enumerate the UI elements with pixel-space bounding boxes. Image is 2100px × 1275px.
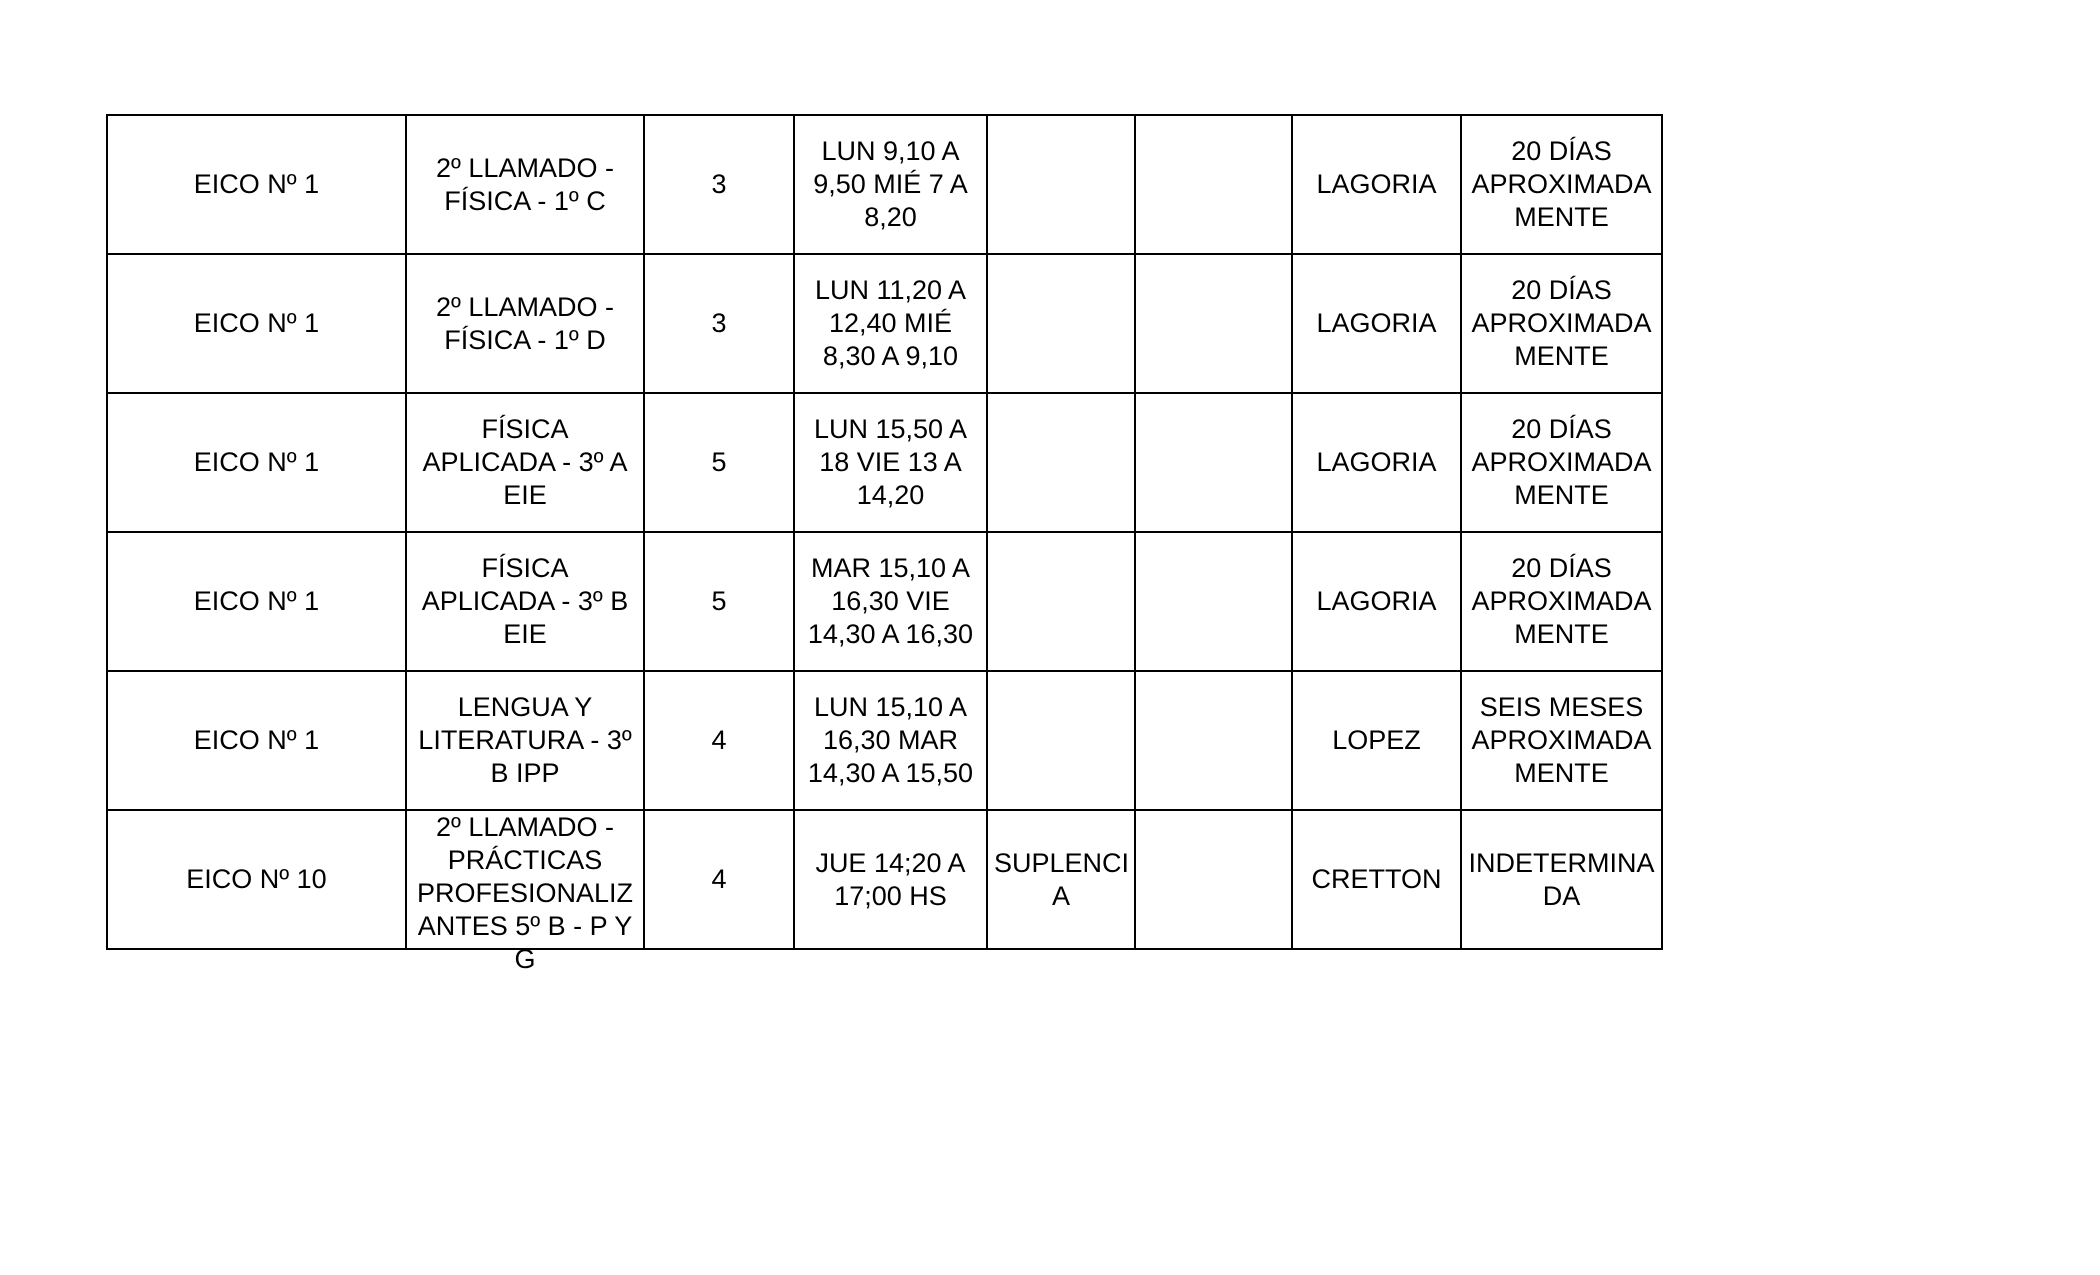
type-cell bbox=[987, 115, 1135, 254]
subject-cell bbox=[406, 810, 644, 974]
extra-cell bbox=[1135, 115, 1292, 254]
type-cell bbox=[987, 532, 1135, 671]
subject-cell: 2º LLAMADO - FÍSICA - 1º C bbox=[406, 115, 644, 254]
vacancy-table bbox=[106, 114, 1663, 974]
duration-cell: 20 DÍAS APROXIMADA MENTE bbox=[1461, 532, 1662, 671]
type-cell bbox=[987, 393, 1135, 532]
subject-cell: LENGUA Y LITERATURA - 3º B IPP bbox=[406, 671, 644, 810]
school-cell: EICO Nº 1 bbox=[107, 393, 406, 532]
hours-cell: 3 bbox=[644, 115, 794, 254]
schedule-cell: JUE 14;20 A 17;00 HS bbox=[794, 810, 987, 949]
school-cell: EICO Nº 10 bbox=[107, 810, 406, 949]
type-cell: SUPLENCI A bbox=[987, 810, 1135, 949]
schedule-cell: LUN 15,50 A 18 VIE 13 A 14,20 bbox=[794, 393, 987, 532]
school-cell: EICO Nº 1 bbox=[107, 254, 406, 393]
hours-cell: 3 bbox=[644, 254, 794, 393]
teacher-cell: CRETTON bbox=[1292, 810, 1461, 949]
extra-cell bbox=[1135, 671, 1292, 810]
teacher-cell: LAGORIA bbox=[1292, 532, 1461, 671]
extra-cell bbox=[1135, 532, 1292, 671]
teacher-cell: LAGORIA bbox=[1292, 393, 1461, 532]
duration-cell: 20 DÍAS APROXIMADA MENTE bbox=[1461, 254, 1662, 393]
schedule-cell: LUN 15,10 A 16,30 MAR 14,30 A 15,50 bbox=[794, 671, 987, 810]
duration-cell: 20 DÍAS APROXIMADA MENTE bbox=[1461, 393, 1662, 532]
hours-cell: 5 bbox=[644, 393, 794, 532]
table-row bbox=[107, 115, 1662, 254]
table-row bbox=[107, 671, 1662, 810]
table-row bbox=[107, 254, 1662, 393]
schedule-cell: LUN 9,10 A 9,50 MIÉ 7 A 8,20 bbox=[794, 115, 987, 254]
hours-cell: 4 bbox=[644, 671, 794, 810]
teacher-cell: LAGORIA bbox=[1292, 115, 1461, 254]
subject-cell: FÍSICA APLICADA - 3º A EIE bbox=[406, 393, 644, 532]
teacher-cell: LAGORIA bbox=[1292, 254, 1461, 393]
type-cell bbox=[987, 671, 1135, 810]
subject-cell: 2º LLAMADO - FÍSICA - 1º D bbox=[406, 254, 644, 393]
extra-cell bbox=[1135, 810, 1292, 949]
school-cell: EICO Nº 1 bbox=[107, 532, 406, 671]
duration-cell: INDETERMINA DA bbox=[1461, 810, 1662, 949]
table-row bbox=[107, 532, 1662, 671]
hours-cell: 4 bbox=[644, 810, 794, 949]
table-row bbox=[107, 810, 1662, 949]
extra-cell bbox=[1135, 254, 1292, 393]
hours-cell: 5 bbox=[644, 532, 794, 671]
schedule-cell: MAR 15,10 A 16,30 VIE 14,30 A 16,30 bbox=[794, 532, 987, 671]
table-row bbox=[107, 393, 1662, 532]
type-cell bbox=[987, 254, 1135, 393]
extra-cell bbox=[1135, 393, 1292, 532]
duration-cell: SEIS MESES APROXIMADA MENTE bbox=[1461, 671, 1662, 810]
teacher-cell: LOPEZ bbox=[1292, 671, 1461, 810]
subject-text: 2º LLAMADO - PRÁCTICAS PROFESIONALIZ ANTES 5º B - P Y G bbox=[416, 812, 634, 974]
duration-cell: 20 DÍAS APROXIMADA MENTE bbox=[1461, 115, 1662, 254]
schedule-cell: LUN 11,20 A 12,40 MIÉ 8,30 A 9,10 bbox=[794, 254, 987, 393]
subject-cell: FÍSICA APLICADA - 3º B EIE bbox=[406, 532, 644, 671]
school-cell: EICO Nº 1 bbox=[107, 671, 406, 810]
school-cell: EICO Nº 1 bbox=[107, 115, 406, 254]
